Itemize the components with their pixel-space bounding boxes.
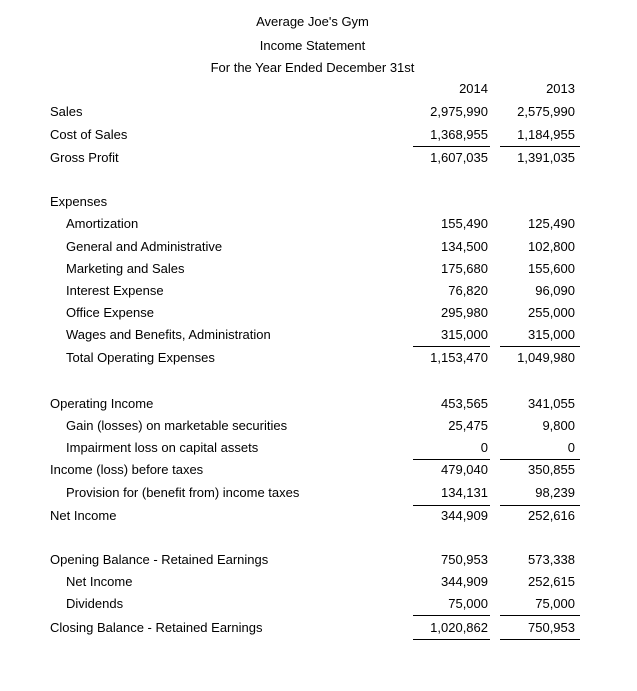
row-value-2014: 1,607,035: [430, 150, 488, 165]
table-row: [0, 103, 637, 121]
row-value-2013: 1,391,035: [517, 150, 575, 165]
row-label: Marketing and Sales: [66, 261, 185, 276]
table-row: [0, 439, 637, 457]
table-row: [0, 573, 637, 591]
row-value-2014: 750,953: [441, 552, 488, 567]
row-value-2013: 255,000: [528, 305, 575, 320]
underline: [500, 459, 580, 460]
underline: [500, 615, 580, 616]
row-value-2013: 750,953: [528, 620, 575, 635]
table-row: [0, 282, 637, 300]
table-row: [0, 326, 637, 344]
row-value-2014: 344,909: [441, 574, 488, 589]
row-value-2014: 155,490: [441, 216, 488, 231]
row-label: Operating Income: [50, 396, 154, 411]
underline: [413, 459, 490, 460]
underline: [500, 346, 580, 347]
row-value-2013: 1,049,980: [517, 350, 575, 365]
row-value-2014: 344,909: [441, 508, 488, 523]
underline: [413, 639, 490, 640]
row-value-2014: 175,680: [441, 261, 488, 276]
row-label: Net Income: [50, 508, 117, 523]
row-label: Cost of Sales: [50, 127, 128, 142]
row-value-2013: 2,575,990: [517, 104, 575, 119]
row-value-2014: 315,000: [441, 327, 488, 342]
row-value-2014: 1,153,470: [430, 350, 488, 365]
row-label: Closing Balance - Retained Earnings: [50, 620, 263, 635]
row-value-2014: 1,020,862: [430, 620, 488, 635]
row-value-2014: 479,040: [441, 462, 488, 477]
row-value-2013: 350,855: [528, 462, 575, 477]
row-value-2014: 75,000: [448, 596, 488, 611]
table-row: [0, 619, 637, 637]
table-row: [0, 507, 637, 525]
row-label: Opening Balance - Retained Earnings: [50, 552, 269, 567]
row-value-2014: 134,131: [441, 485, 488, 500]
row-label: Gross Profit: [50, 150, 119, 165]
table-row: [0, 126, 637, 144]
row-label: Gain (losses) on marketable securities: [66, 418, 288, 433]
row-label: Office Expense: [66, 305, 154, 320]
underline: [500, 505, 580, 506]
row-value-2014: 295,980: [441, 305, 488, 320]
row-value-2013: 98,239: [535, 485, 575, 500]
row-label: Net Income: [66, 574, 133, 589]
row-label: Total Operating Expenses: [66, 350, 215, 365]
table-row: [0, 595, 637, 613]
underline: [413, 615, 490, 616]
row-value-2013: 102,800: [528, 239, 575, 254]
row-value-2014: 25,475: [448, 418, 488, 433]
table-row: [0, 551, 637, 569]
row-value-2014: 134,500: [441, 239, 488, 254]
row-label: Provision for (benefit from) income taxes: [66, 485, 300, 500]
row-value-2013: 96,090: [535, 283, 575, 298]
row-label: General and Administrative: [66, 239, 223, 254]
table-row: [0, 149, 637, 167]
row-label: Expenses: [50, 194, 108, 209]
row-label: Wages and Benefits, Administration: [66, 327, 271, 342]
row-value-2014: 453,565: [441, 396, 488, 411]
underline: [500, 639, 580, 640]
section-heading: [0, 193, 637, 211]
row-value-2013: 573,338: [528, 552, 575, 567]
row-label: Sales: [50, 104, 83, 119]
row-value-2013: 315,000: [528, 327, 575, 342]
row-value-2013: 75,000: [535, 596, 575, 611]
table-row: [0, 304, 637, 322]
company-name: Average Joe's Gym: [256, 14, 369, 29]
row-value-2013: 252,616: [528, 508, 575, 523]
row-value-2013: 9,800: [542, 418, 575, 433]
row-value-2013: 155,600: [528, 261, 575, 276]
table-row: [0, 484, 637, 502]
row-value-2014: 2,975,990: [430, 104, 488, 119]
row-value-2013: 0: [567, 440, 575, 455]
row-label: Dividends: [66, 596, 124, 611]
underline: [413, 346, 490, 347]
row-value-2013: 252,615: [528, 574, 575, 589]
table-row: [0, 238, 637, 256]
table-row: [0, 215, 637, 233]
table-row: [0, 349, 637, 367]
row-value-2013: 1,184,955: [517, 127, 575, 142]
row-value-2014: 0: [480, 440, 488, 455]
statement-period: For the Year Ended December 31st: [210, 60, 415, 75]
row-value-2014: 76,820: [448, 283, 488, 298]
column-year-2014: 2014: [459, 81, 488, 96]
table-row: [0, 461, 637, 479]
table-row: [0, 417, 637, 435]
row-label: Impairment loss on capital assets: [66, 440, 259, 455]
row-value-2014: 1,368,955: [430, 127, 488, 142]
underline: [500, 146, 580, 147]
row-value-2013: 341,055: [528, 396, 575, 411]
row-label: Income (loss) before taxes: [50, 462, 204, 477]
row-label: Amortization: [66, 216, 139, 231]
row-label: Interest Expense: [66, 283, 164, 298]
statement-title: Income Statement: [259, 38, 366, 53]
row-value-2013: 125,490: [528, 216, 575, 231]
table-row: [0, 260, 637, 278]
column-year-2013: 2013: [546, 81, 575, 96]
underline: [413, 146, 490, 147]
underline: [413, 505, 490, 506]
column-header-row: [0, 80, 637, 98]
table-row: [0, 395, 637, 413]
